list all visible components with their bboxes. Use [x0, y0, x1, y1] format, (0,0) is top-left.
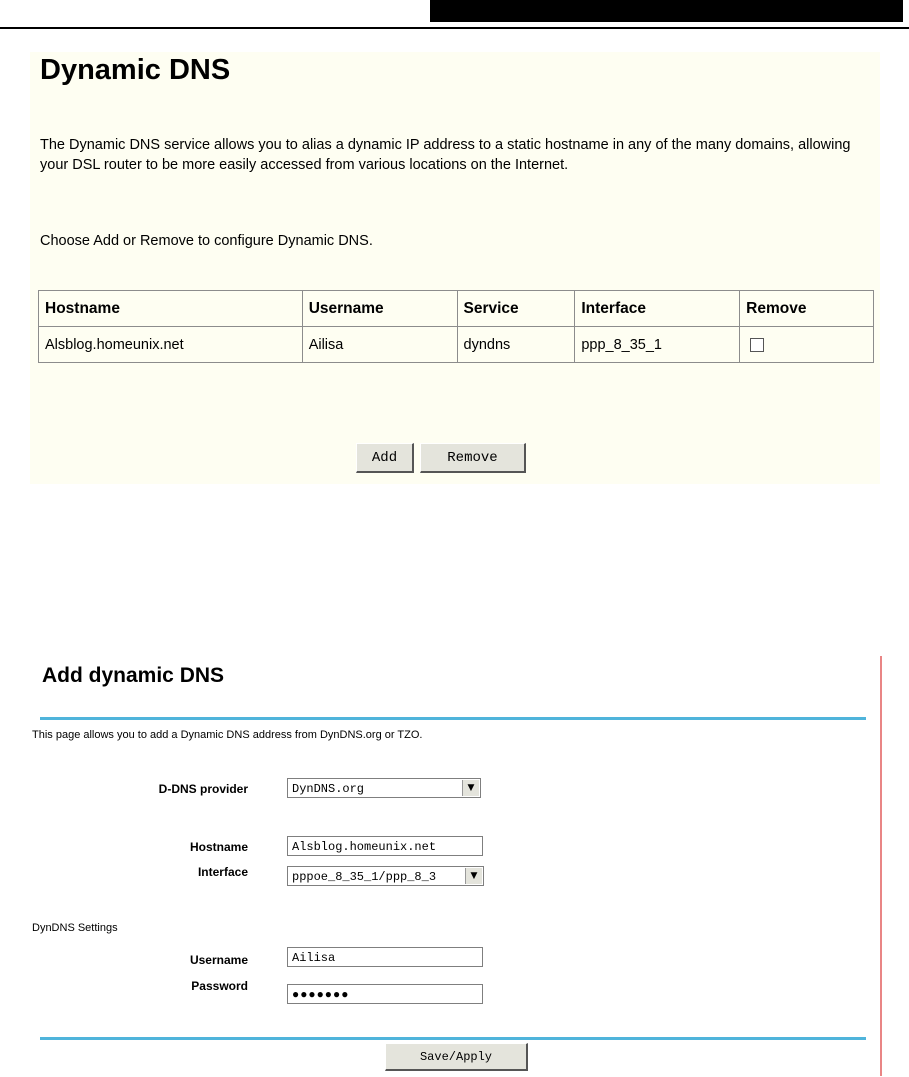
chevron-down-icon[interactable]: ▼ — [465, 868, 482, 884]
cell-hostname: Alsblog.homeunix.net — [39, 327, 303, 363]
provider-select[interactable] — [287, 778, 481, 798]
add-page-title: Add dynamic DNS — [42, 664, 225, 687]
column-header-hostname: Hostname — [39, 291, 303, 327]
table-header-row — [39, 291, 874, 327]
bottom-divider — [40, 1037, 866, 1040]
interface-select[interactable] — [287, 866, 484, 886]
interface-label: Interface — [197, 865, 248, 879]
cell-interface: ppp_8_35_1 — [575, 327, 740, 363]
page-title: Dynamic DNS — [40, 54, 231, 86]
header-bar — [430, 0, 903, 22]
instruction-text: Choose Add or Remove to configure Dynamic DNS. — [40, 233, 373, 249]
dynamic-dns-table — [38, 290, 874, 363]
column-header-username: Username — [302, 291, 457, 327]
interface-value: pppoe_8_35_1/ppp_8_3 — [292, 870, 437, 884]
password-label: Password — [191, 979, 248, 993]
right-margin-line — [880, 656, 882, 1076]
username-label: Username — [189, 953, 248, 967]
add-page-description: This page allows you to add a Dynamic DNS address from DynDNS.org or TZO. — [32, 729, 423, 741]
column-header-service: Service — [457, 291, 575, 327]
remove-button[interactable]: Remove — [420, 443, 526, 473]
chevron-down-icon[interactable]: ▼ — [462, 780, 479, 796]
remove-checkbox[interactable] — [750, 338, 764, 352]
dyndns-settings-heading: DynDNS Settings — [32, 922, 118, 934]
cell-service: dyndns — [457, 327, 575, 363]
password-input[interactable]: ●●●●●●● — [287, 984, 483, 1004]
column-header-remove: Remove — [740, 291, 874, 327]
top-divider — [40, 717, 866, 720]
dynamic-dns-panel — [30, 52, 880, 484]
hostname-label: Hostname — [189, 840, 248, 854]
add-button[interactable]: Add — [356, 443, 414, 473]
column-header-interface: Interface — [575, 291, 740, 327]
cell-remove — [740, 327, 874, 363]
provider-label: D-DNS provider — [158, 782, 248, 796]
hostname-input[interactable]: Alsblog.homeunix.net — [287, 836, 483, 856]
save-apply-button[interactable]: Save/Apply — [385, 1043, 528, 1071]
provider-value: DynDNS.org — [292, 782, 365, 796]
table-row — [39, 327, 874, 363]
page-description: The Dynamic DNS service allows you to alias a dynamic IP address to a static hostname in any of the many domains, allowing your DSL router to be more easily accessed from various locations on the Internet. — [40, 137, 851, 173]
cell-username: Ailisa — [302, 327, 457, 363]
header-divider — [0, 27, 909, 29]
username-input[interactable]: Ailisa — [287, 947, 483, 967]
